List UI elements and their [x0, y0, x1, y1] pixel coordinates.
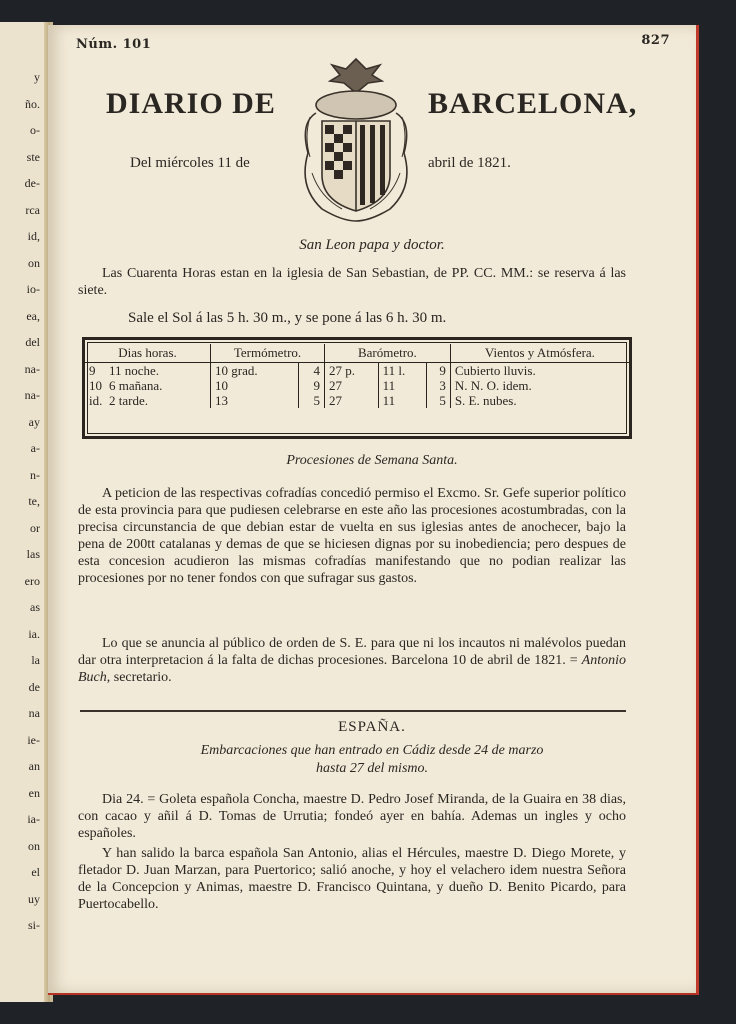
left-page-text-fragment: ie- [27, 732, 40, 747]
left-page-text-fragment: na- [24, 361, 40, 376]
col-winds: Vientos y Atmósfera. [450, 344, 629, 363]
thermometer-cell: 10 grad. [211, 363, 299, 379]
left-page-fragment [0, 22, 53, 1002]
left-page-text-fragment: na [28, 706, 40, 720]
left-page-text-fragment: de- [24, 176, 40, 190]
day-hour-cell [85, 393, 211, 408]
section-divider [80, 710, 626, 712]
left-page-text-fragment: si- [28, 918, 40, 932]
weather-row [85, 393, 629, 408]
left-page-text-fragment: ea, [26, 308, 40, 323]
barometer-points-cell: 5 [427, 393, 451, 408]
forty-hours-notice: Las Cuarenta Horas estan en la iglesia de San Sebastian, de PP. CC. MM.: se reserva á las siete. [78, 266, 626, 298]
dateline-right: abril de 1821. [428, 155, 511, 171]
hour-value: 11 noche. [109, 363, 160, 378]
left-page-text-fragment: en [28, 785, 40, 800]
left-page-text-fragment: ia- [27, 812, 40, 826]
wind-weather-cell: S. E. nubes. [450, 393, 629, 408]
left-page-text-fragment: as [30, 600, 40, 614]
left-page-text-fragment: ste [26, 149, 40, 164]
left-page-text-fragment: on [28, 838, 40, 853]
weather-table [82, 337, 632, 439]
espana-heading: ESPAÑA. [338, 719, 406, 735]
left-page-text-fragment: la [31, 653, 40, 667]
left-page-text-fragment: ia. [28, 626, 40, 641]
day-value: 9 [89, 363, 96, 378]
col-barometer: Barómetro. [324, 344, 450, 363]
thermometer-extra-cell: 5 [298, 393, 324, 408]
day-hour-cell [85, 363, 211, 379]
sun-times: Sale el Sol á las 5 h. 30 m., y se pone á las 6 h. 30 m. [128, 310, 447, 326]
left-page-text-fragment: el [31, 865, 40, 879]
coat-of-arms-emblem [292, 53, 420, 223]
thermometer-cell: 10 [211, 378, 299, 393]
espana-paragraph-1: Dia 24. = Goleta española Concha, maestre D. Pedro Josef Miranda, de la Guaira en 38 dias, con cacao y añil á D. Tomas de Urrutia; fondeó ayer en bahía. Ademas un ingles y ocho españoles. [78, 792, 626, 841]
barometer-inches-cell: 27 [324, 393, 378, 408]
notice-end: , secretario. [106, 670, 172, 685]
left-page-text-fragment: on [28, 255, 40, 270]
weather-row [85, 363, 629, 379]
left-page-text-fragment: las [26, 547, 40, 561]
barometer-lines-cell: 11 l. [378, 363, 426, 379]
notice-text: Lo que se anuncia al público de orden de S. E. para que ni los incautos ni malévolos puedan dar otra interpretacion á la falta de dichas procesiones. Barcelona 10 de abril de 1821. = [78, 636, 626, 668]
left-page-text-fragment: de [28, 679, 40, 694]
left-page-text-fragment: del [25, 335, 40, 349]
dateline-left: Del miércoles 11 de [130, 155, 250, 171]
left-page-text-fragment: na- [24, 388, 40, 402]
wind-weather-cell: Cubierto lluvis. [450, 363, 629, 379]
masthead-left: DIARIO DE [106, 87, 276, 120]
newspaper-page [48, 25, 699, 995]
col-thermometer: Termómetro. [211, 344, 325, 363]
signer-name: Antonio Buch [78, 653, 626, 685]
left-page-text-fragment: io- [26, 282, 40, 296]
col-days-hours: Dias horas. [85, 344, 211, 363]
left-page-text-fragment: id, [27, 229, 40, 243]
day-value: id. [89, 393, 103, 408]
hour-value: 6 mañana. [109, 378, 163, 393]
processions-title: Procesiones de Semana Santa. [286, 453, 458, 468]
left-page-text-fragment: an [28, 759, 40, 773]
barometer-inches-cell: 27 [324, 378, 378, 393]
day-value: 10 [89, 378, 102, 393]
barometer-points-cell: 9 [427, 363, 451, 379]
barometer-lines-cell: 11 [378, 393, 426, 408]
left-page-text-fragment: o- [30, 123, 40, 137]
page-number: 827 [641, 33, 670, 48]
barometer-lines-cell: 11 [378, 378, 426, 393]
left-page-text-fragment: y [34, 70, 40, 84]
espana-paragraph-2: Y han salido la barca española San Antonio, alias el Hércules, maestre D. Diego Morete, y fletador D. Juan Marzan, para Puertorico; salió anoche, y hoy el velachero idem nuestra Señora de la Concepcion y Animas, maestre D. Francisco Quintana, y dueño D. Benito Picardo, para Puertocabello. [78, 846, 626, 912]
processions-paragraph-2 [78, 635, 626, 686]
espana-subtitle-2: hasta 27 del mismo. [316, 761, 428, 776]
left-page-text-fragment: ay [28, 414, 40, 429]
saint-of-day: San Leon papa y doctor. [299, 237, 445, 253]
masthead-right: BARCELONA, [428, 87, 638, 120]
day-hour-cell [85, 378, 211, 393]
left-page-text-fragment: n- [30, 467, 40, 482]
processions-paragraph-1: A peticion de las respectivas cofradías concedió permiso el Excmo. Sr. Gefe superior político de esta provincia para que pudiesen celebrarse en este año las procesiones acostumbradas, con la precisa circunstancia de que debian estar de vuelta en sus iglesias antes de anochecer, bajo la pena de 200tt catalanas y demas de que se hiciesen dignas por su inobediencia; pero despues de esta concesion acudieron las mismas cofradías manifestando que no podian realizar las procesiones por no tener fondos con que sufragar sus gastos. [78, 486, 626, 586]
barometer-points-cell: 3 [427, 378, 451, 393]
weather-header-row [85, 344, 629, 363]
left-page-text-fragment: te, [28, 494, 40, 508]
thermometer-cell: 13 [211, 393, 299, 408]
wind-weather-cell: N. N. O. idem. [450, 378, 629, 393]
barometer-inches-cell: 27 p. [324, 363, 378, 379]
left-page-text-fragment: ero [24, 573, 40, 588]
left-page-text-fragment: rca [25, 202, 40, 217]
left-page-text-fragment: a- [30, 441, 40, 455]
hour-value: 2 tarde. [109, 393, 148, 408]
left-page-text-fragment: or [30, 520, 40, 535]
weather-row [85, 378, 629, 393]
issue-number: Núm. 101 [76, 37, 152, 52]
thermometer-extra-cell: 4 [298, 363, 324, 379]
espana-subtitle-1: Embarcaciones que han entrado en Cádiz desde 24 de marzo [200, 743, 544, 758]
thermometer-extra-cell: 9 [298, 378, 324, 393]
left-page-text-fragment: ño. [25, 96, 40, 111]
left-page-text-fragment: uy [28, 891, 40, 906]
